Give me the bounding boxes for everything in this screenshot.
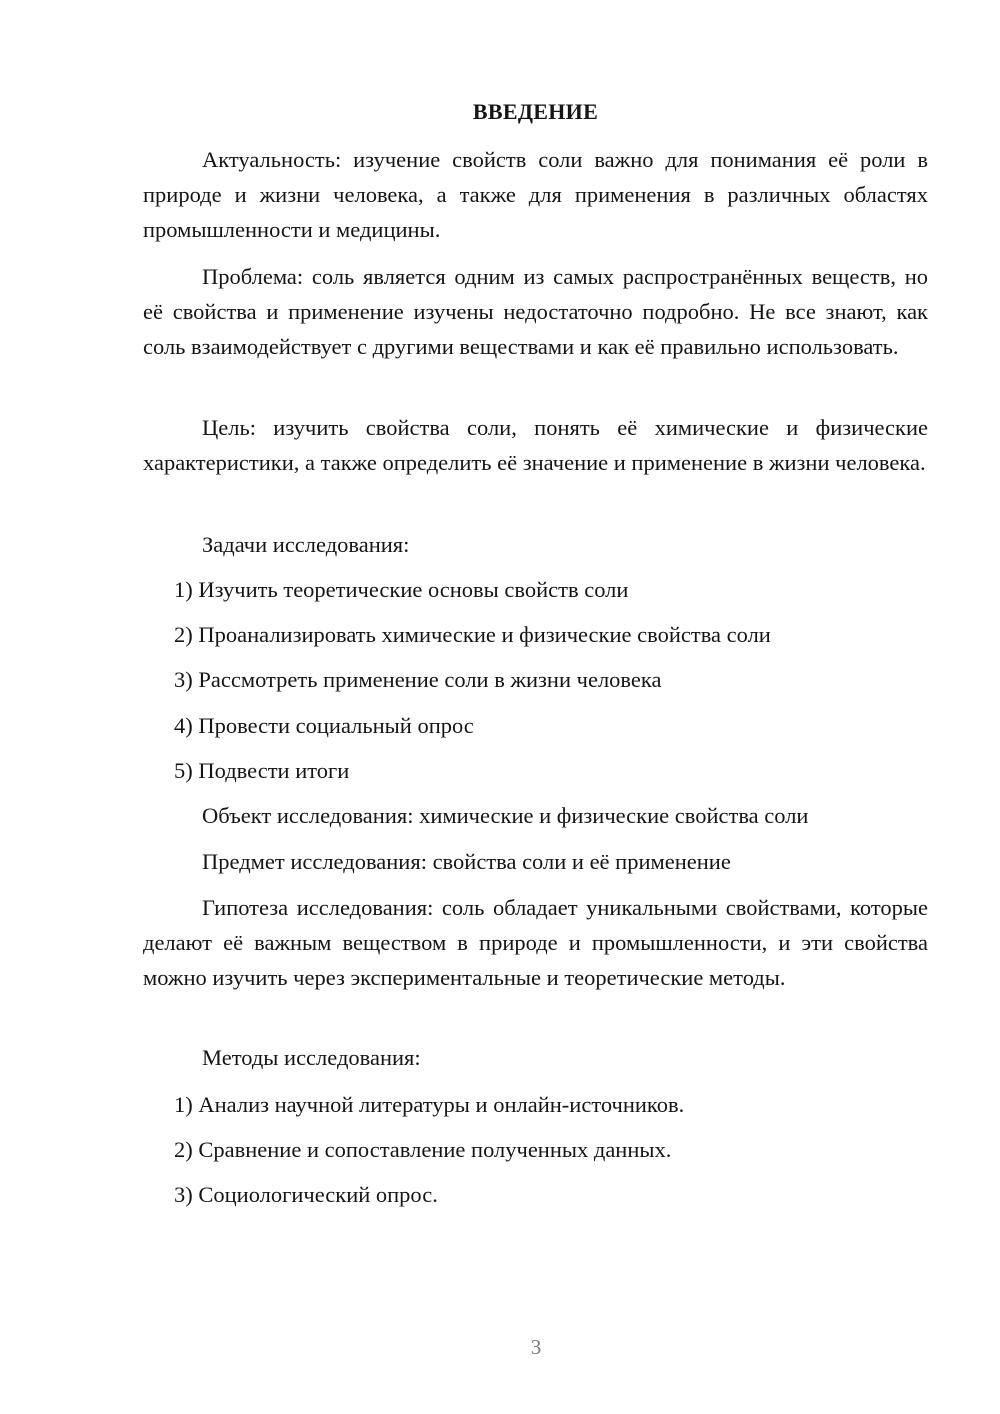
tasks-heading: Задачи исследования: <box>202 532 410 557</box>
relevance-paragraph: Актуальность: изучение свойств соли важно для понимания её роли в природе и жизни человека, а также для применения в различных областях промышленности и медицины. <box>143 147 928 242</box>
hypothesis-paragraph: Гипотеза исследования: соль обладает уникальными свойствами, которые делают её важным веществом в природе и промышленности, и эти свойства можно изучить через экспериментальные и теоретические методы. <box>143 895 928 990</box>
task-item: 3) Рассмотреть применение соли в жизни человека <box>174 667 662 692</box>
section-title: ВВЕДЕНИЕ <box>472 99 599 124</box>
task-item: 2) Проанализировать химические и физические свойства соли <box>174 622 771 647</box>
goal-paragraph: Цель: изучить свойства соли, понять её химические и физические характеристики, а также определить её значение и применение в жизни человека. <box>143 415 928 475</box>
problem-paragraph: Проблема: соль является одним из самых распространённых веществ, но её свойства и применение изучены недостаточно подробно. Не все знают, как соль взаимодействует с другими веществами и как её правильно использовать. <box>143 264 928 359</box>
task-item: 5) Подвести итоги <box>174 758 350 783</box>
method-item: 2) Сравнение и сопоставление полученных данных. <box>174 1137 672 1162</box>
method-item: 3) Социологический опрос. <box>174 1182 438 1207</box>
methods-heading: Методы исследования: <box>202 1045 421 1070</box>
page-number: 3 <box>530 1335 542 1359</box>
research-subject: Предмет исследования: свойства соли и её применение <box>202 849 731 874</box>
task-item: 4) Провести социальный опрос <box>174 713 474 738</box>
method-item: 1) Анализ научной литературы и онлайн-источников. <box>174 1092 685 1117</box>
task-item: 1) Изучить теоретические основы свойств соли <box>174 577 629 602</box>
research-object: Объект исследования: химические и физические свойства соли <box>202 803 809 828</box>
